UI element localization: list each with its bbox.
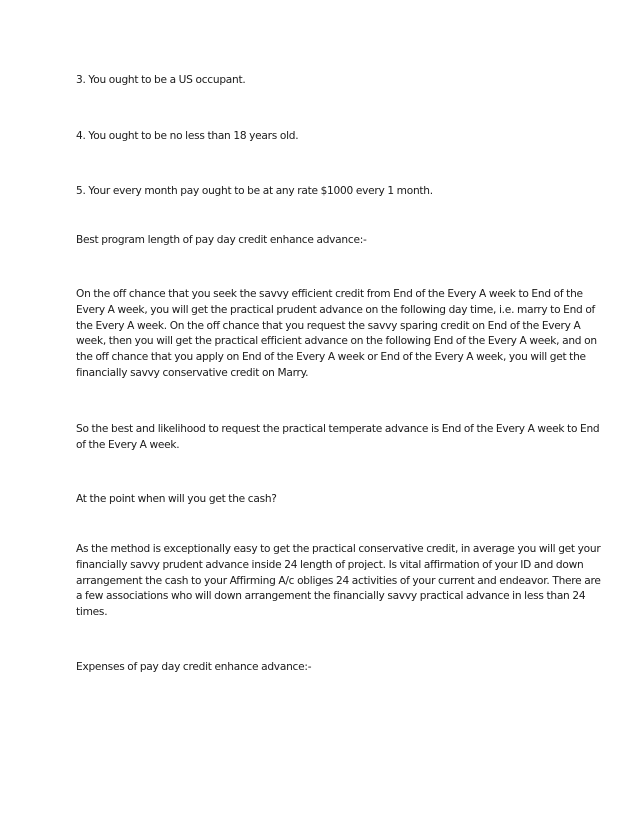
text-line: the Every A week. On the off chance that you request the savvy sparing credit on End of the Every A [76,319,581,332]
text-line: of the Every A week. [76,438,180,451]
text-line: So the best and likelihood to request the practical temperate advance is End of the Every A week to End [76,423,600,435]
text-line: On the off chance that you seek the savvy efficient credit from End of the Every A week to End of the [76,288,583,300]
text-line: week, then you will get the practical efficient advance on the following End of the Every A week, and on [76,335,597,348]
paragraph-get-cash [76,542,601,621]
text-line: financially savvy prudent advance inside 24 length of project. Is vital affirmation of your ID and down [76,558,584,571]
text-line: Best program length of pay day credit enhance advance:- [76,234,367,246]
text-line: At the point when will you get the cash? [76,493,277,505]
text-line: arrangement the cash to your Affirming A/c obliges 24 activities of your current and endeavor. There are [76,574,601,587]
section-heading-get-cash [76,492,568,508]
text-line: As the method is exceptionally easy to get the practical conservative credit, in average you will get your [76,543,601,555]
text-line: Expenses of pay day credit enhance advance:- [76,661,312,673]
text-line: financially savvy conservative credit on Marry. [76,366,309,379]
section-heading-expenses [76,660,568,676]
section-heading-program-length [76,233,568,249]
text-line: 5. Your every month pay ought to be at any rate $1000 every 1 month. [76,185,433,197]
text-line: 4. You ought to be no less than 18 years old. [76,130,299,142]
text-line: a few associations who will down arrangement the financially savvy practical advance in less than 24 [76,590,586,603]
paragraph-program-length [76,287,597,382]
text-line: 3. You ought to be a US occupant. [76,74,246,86]
requirement-us-occupant [76,73,568,89]
requirement-monthly-pay [76,184,568,200]
text-line: the off chance that you apply on End of the Every A week or End of the Every A week, you will get the [76,351,586,364]
paragraph-best-timing [76,422,600,454]
text-line: Every A week, you will get the practical prudent advance on the following day time, i.e. marry to End of [76,303,596,316]
requirement-age [76,129,568,145]
text-line: times. [76,606,108,619]
